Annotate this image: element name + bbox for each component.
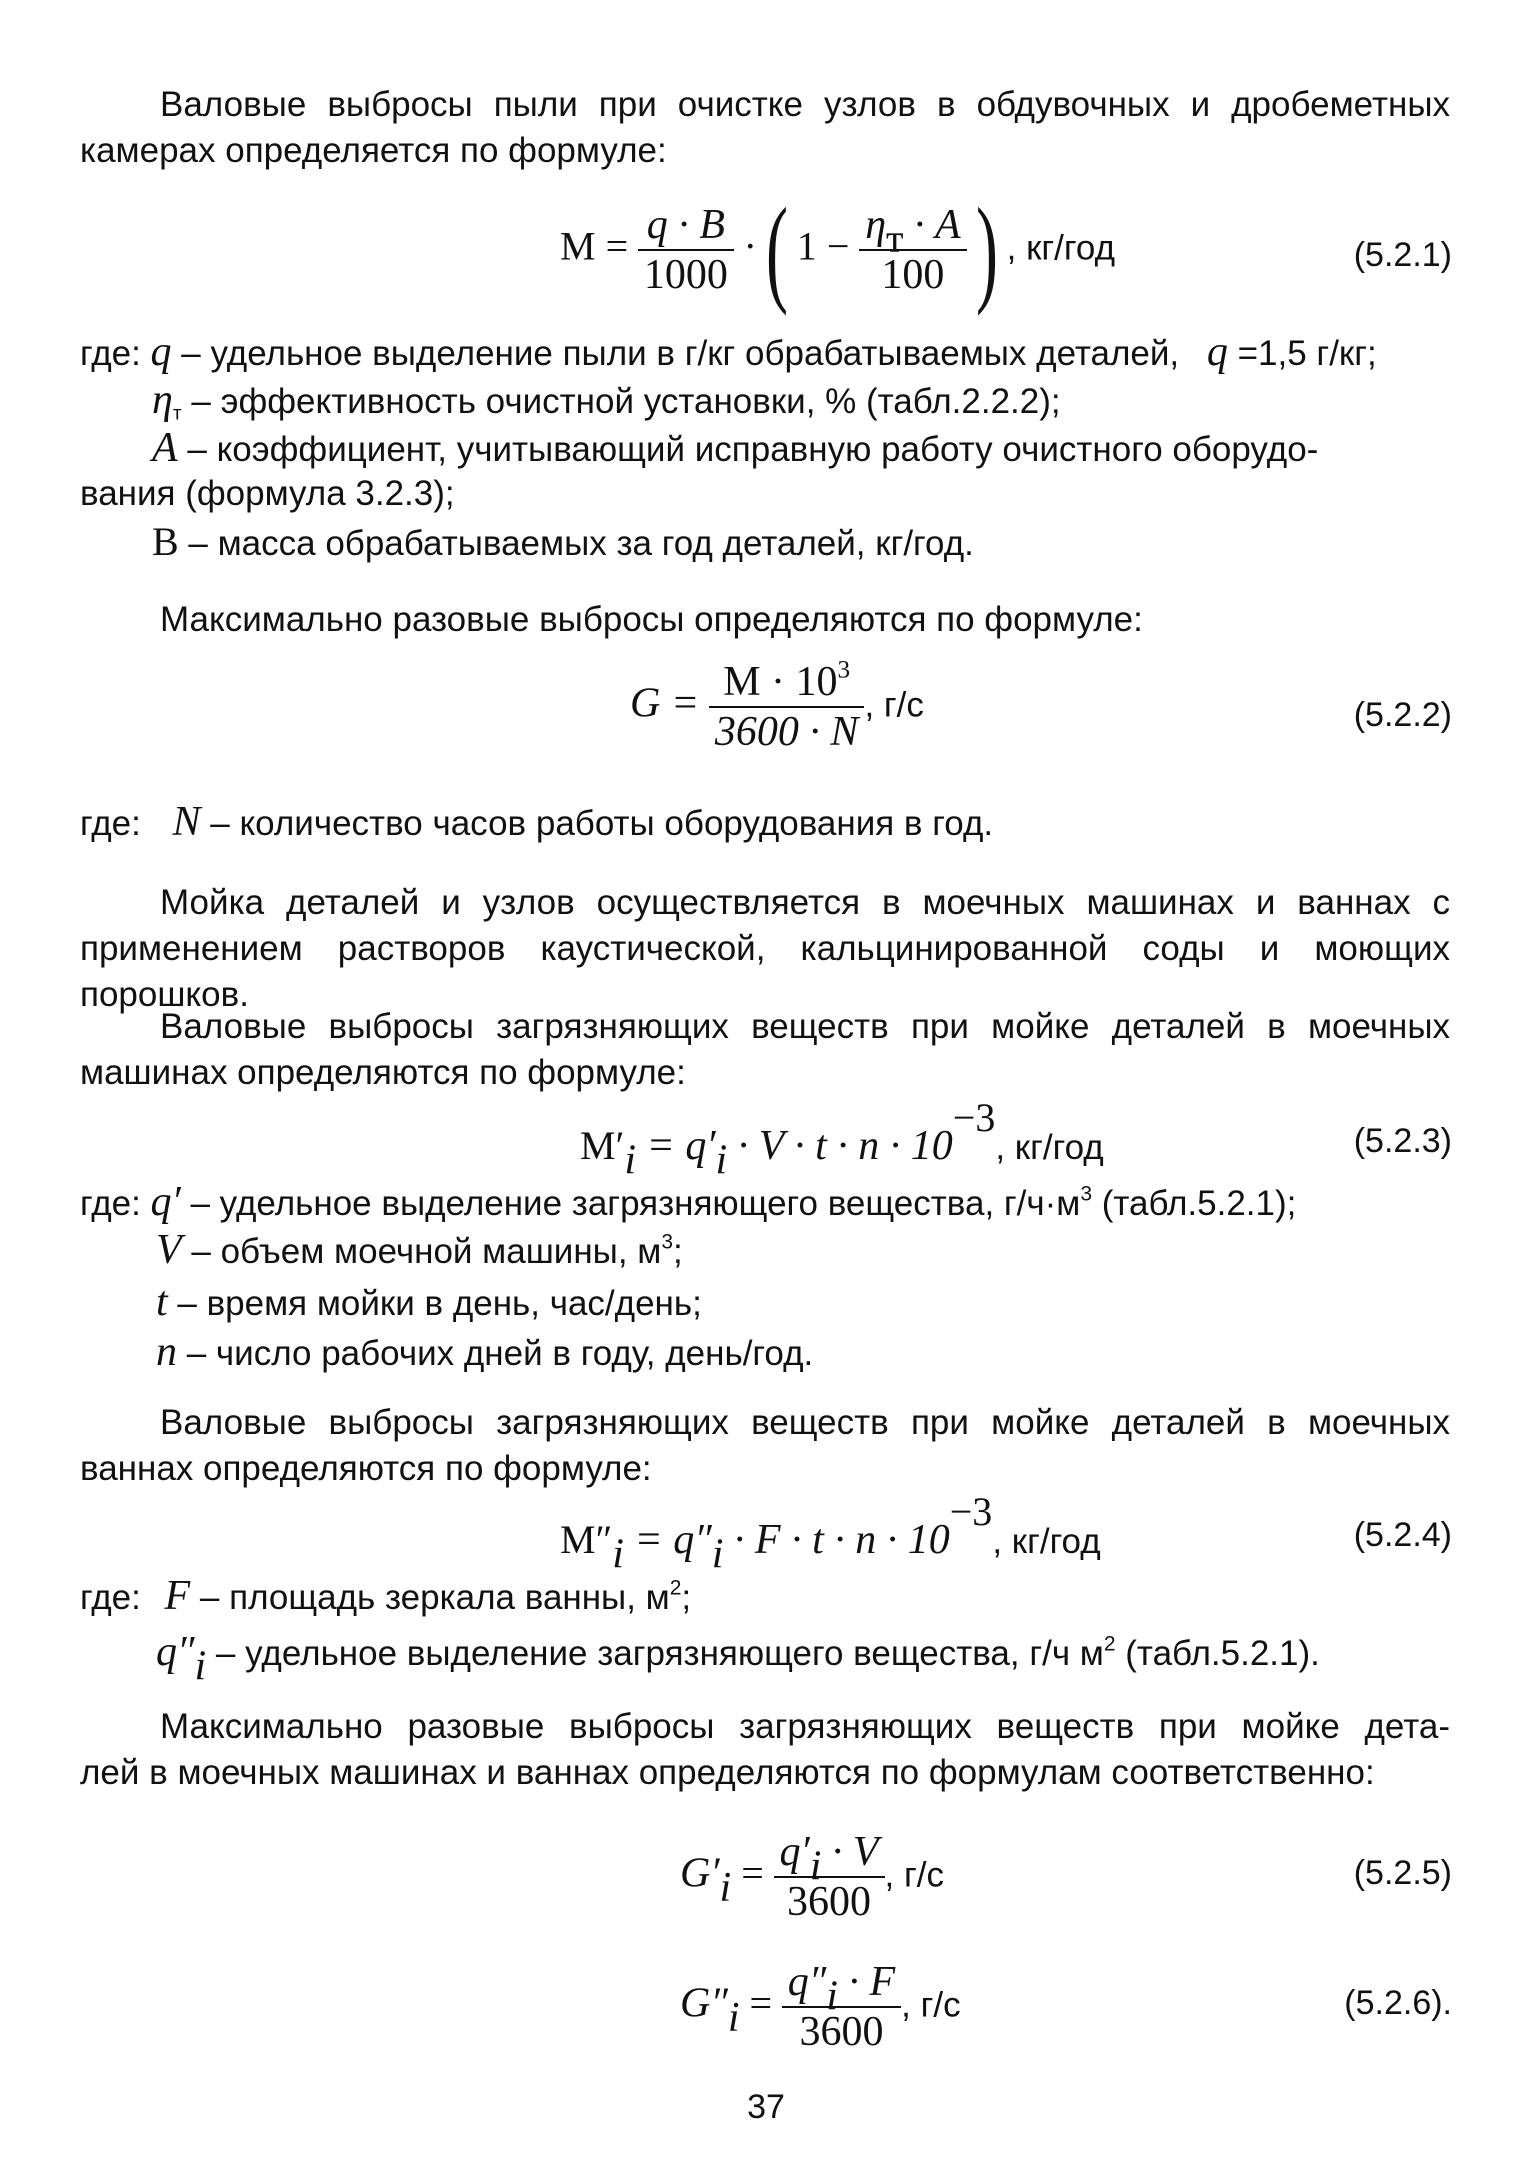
- definition-text: – время мойки в день, час/день;: [167, 1284, 702, 1323]
- text-line: Валовые выбросы загрязняющих веществ при мойке деталей в моечных: [160, 1007, 1450, 1046]
- fraction: [709, 656, 865, 755]
- subscript: i: [624, 1137, 636, 1184]
- definition-q-double-prime: [156, 1629, 1320, 1690]
- text-line: лей в моечных машинах и ваннах определяются по формулам соответственно:: [80, 1753, 1375, 1792]
- formula-lhs: M =: [560, 223, 629, 269]
- numerator: q · B: [646, 202, 725, 248]
- definition-n: [80, 800, 993, 846]
- formula-term: · F · t · n · 10: [723, 1517, 950, 1563]
- where-label: где:: [80, 804, 141, 843]
- page-number: 37: [747, 2088, 785, 2126]
- formula-5-2-3: [580, 1095, 1104, 1184]
- symbol-q-double-prime: q″: [156, 1629, 195, 1675]
- definition-a: [152, 426, 1452, 472]
- unit: , кг/год: [995, 1128, 1104, 1167]
- equation-number: (5.2.5): [1353, 1854, 1452, 1892]
- definition-text: – коэффициент, учитывающий исправную работу очистного оборудо-: [177, 430, 1319, 469]
- denominator: 3600 · N: [709, 706, 865, 754]
- numerator-rest: · A: [903, 202, 961, 248]
- fraction: [774, 1830, 885, 1924]
- text-line: применением растворов каустической, кальцинированной соды и моющих: [80, 929, 1450, 968]
- definition-text: – эффективность очистной установки, % (табл.2.2.2);: [181, 382, 1061, 421]
- fraction: [859, 203, 966, 297]
- paragraph-washing: [80, 880, 1450, 1018]
- numerator: q″: [787, 1959, 827, 2005]
- definition-eta: [152, 378, 1061, 424]
- equation-number: (5.2.1): [1353, 236, 1452, 274]
- superscript: −3: [952, 1095, 996, 1140]
- formula-5-2-6: [680, 1960, 961, 2054]
- superscript: 2: [669, 1576, 682, 1600]
- unit: , г/с: [884, 1855, 944, 1895]
- unit: , г/с: [864, 685, 924, 725]
- text-line: ваннах определяются по формуле:: [80, 1449, 652, 1488]
- equation-number: (5.2.2): [1353, 696, 1452, 734]
- symbol-n: N: [172, 799, 201, 845]
- equation-number: (5.2.6).: [1344, 1984, 1452, 2022]
- definition-text: – число рабочих дней в году, день/год.: [177, 1334, 814, 1373]
- symbol-t: t: [156, 1279, 168, 1325]
- numerator-rest: · V: [821, 1829, 879, 1875]
- subscript: i: [715, 1137, 728, 1184]
- numerator: q′: [779, 1829, 810, 1875]
- text-line: машинах определяются по формуле:: [80, 1053, 686, 1092]
- superscript: −3: [949, 1489, 993, 1534]
- definition-text: – удельное выделение пыли в г/кг обрабатываемых деталей,: [171, 334, 1180, 373]
- definition-t: [156, 1280, 702, 1326]
- paragraph-machines: [80, 1004, 1450, 1096]
- formula-lhs: M″: [560, 1517, 613, 1562]
- formula-lhs: G =: [630, 680, 700, 727]
- formula-term: = q″: [623, 1517, 712, 1563]
- definition-text: – удельное выделение загрязняющего вещества, г/ч·м: [180, 1184, 1081, 1223]
- denominator: 3600: [774, 1876, 885, 1924]
- unit: , кг/год: [992, 1522, 1101, 1561]
- definition-b: [152, 520, 974, 566]
- definition-text: ;: [673, 1232, 683, 1271]
- text-line: Максимально разовые выбросы загрязняющих веществ при мойке дета-: [160, 1707, 1450, 1746]
- formula-term: 1 −: [796, 223, 850, 269]
- fraction: [782, 1960, 901, 2054]
- formula-5-2-5: [680, 1830, 944, 1924]
- definition-f: [80, 1574, 691, 1620]
- symbol-f: F: [164, 1573, 191, 1619]
- superscript: 3: [1080, 1182, 1093, 1206]
- definition-text: – площадь зеркала ванны, м: [190, 1578, 670, 1617]
- paragraph-max-washing: [80, 1704, 1450, 1796]
- definition-n-days: [156, 1330, 813, 1376]
- superscript: 3: [661, 1230, 674, 1254]
- unit: , г/с: [901, 1985, 961, 2025]
- text-line: Мойка деталей и узлов осуществляется в моечных машинах и ваннах с: [160, 883, 1450, 922]
- definition-text: (табл.5.2.1);: [1092, 1184, 1297, 1223]
- symbol-a: A: [152, 425, 178, 471]
- where-label: где:: [80, 1184, 141, 1223]
- formula-lhs: G″: [680, 1980, 728, 2027]
- subscript: i: [809, 1843, 822, 1890]
- formula-lhs: M′: [580, 1123, 625, 1168]
- denominator: 100: [859, 249, 966, 297]
- formula-term: · V · t · n · 10: [727, 1123, 953, 1169]
- numerator: M · 10: [723, 659, 838, 705]
- symbol-n: n: [156, 1329, 177, 1375]
- equation-number: (5.2.3): [1353, 1122, 1452, 1160]
- numerator-rest: · F: [837, 1959, 896, 2005]
- formula-lhs: G′: [680, 1850, 720, 1897]
- definition-q: [80, 330, 1377, 376]
- paragraph-dust-intro: [80, 82, 1450, 174]
- definition-text: – количество часов работы оборудования в год.: [200, 804, 994, 843]
- formula-5-2-4: [560, 1489, 1101, 1578]
- equation-number: (5.2.4): [1353, 1516, 1452, 1554]
- subscript: i: [612, 1531, 624, 1578]
- symbol-q: q: [150, 329, 172, 375]
- subscript: i: [727, 1994, 740, 2041]
- symbol-v: V: [156, 1227, 182, 1273]
- subscript: i: [719, 1864, 732, 1911]
- paragraph-baths: [80, 1400, 1450, 1492]
- text-line: порошков.: [80, 975, 249, 1014]
- definition-text: – объем моечной машины, м: [181, 1232, 662, 1271]
- definition-value: =1,5 г/кг;: [1227, 334, 1377, 373]
- where-label: где:: [80, 1578, 141, 1617]
- text-line: камерах определяется по формуле:: [80, 131, 667, 170]
- equals-sign: =: [739, 1980, 773, 2026]
- eta-symbol: η: [865, 202, 887, 248]
- fraction: [638, 203, 734, 297]
- definition-v: [156, 1228, 683, 1274]
- subscript: т: [172, 403, 182, 425]
- text-line: Валовые выбросы загрязняющих веществ при мойке деталей в моечных: [160, 1403, 1450, 1442]
- text-line: Валовые выбросы пыли при очистке узлов в обдувочных и дробеметных: [160, 85, 1450, 124]
- symbol-q: q: [1206, 329, 1228, 375]
- definition-text: – масса обрабатываемых за год деталей, кг/год.: [178, 524, 974, 563]
- formula-5-2-1: M = $\frac{q \cdot B}{1000}$ ·( 1 − $\frac{\eta_т \cdot A}{100}$ ) , кг/год: [560, 183, 1116, 316]
- formula-term: = q′: [636, 1123, 716, 1169]
- superscript: 2: [1103, 1632, 1116, 1656]
- denominator: 1000: [638, 249, 734, 297]
- where-label: где:: [80, 334, 141, 373]
- paragraph-max-emissions: Максимально разовые выбросы определяются по формуле:: [160, 600, 1143, 639]
- denominator: 3600: [782, 2006, 901, 2054]
- subscript: т: [886, 216, 904, 261]
- equals-sign: =: [731, 1850, 764, 1896]
- definition-text: (табл.5.2.1).: [1115, 1634, 1320, 1673]
- definition-q-prime: [80, 1180, 1296, 1226]
- symbol-b: B: [152, 519, 179, 564]
- subscript: i: [711, 1531, 724, 1578]
- definition-text: ;: [681, 1578, 692, 1617]
- definition-a-cont: вания (формула 3.2.3);: [80, 474, 455, 513]
- superscript: 3: [837, 656, 851, 684]
- symbol-eta: η: [152, 377, 173, 423]
- symbol-q-prime: q′: [150, 1179, 181, 1225]
- unit: , кг/год: [1006, 228, 1116, 268]
- subscript: i: [194, 1643, 207, 1690]
- subscript: i: [826, 1973, 838, 2020]
- definition-text: – удельное выделение загрязняющего вещества, г/ч м: [206, 1634, 1104, 1673]
- formula-5-2-2: [630, 656, 924, 755]
